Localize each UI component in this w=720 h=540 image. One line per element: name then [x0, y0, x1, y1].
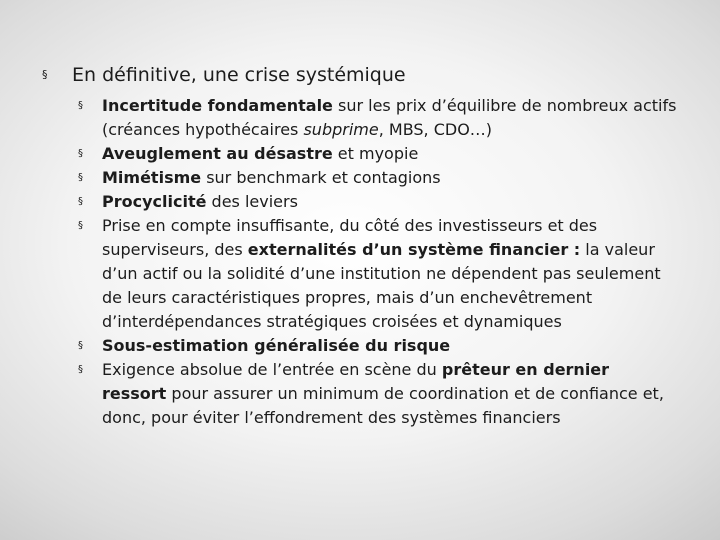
body-text: la valeur d’un actif ou la solidité d’une institution ne dépendent pas seulement de leurs caractéristiques propres, mais d’un enchevêtrement d’interdépendances stratégiques croisées et dynamiques — [102, 240, 661, 331]
italic-text: subprime — [303, 120, 379, 139]
body-text: pour assurer un minimum de coordination et de confiance et, donc, pour éviter l’effondrement des systèmes financiers — [102, 384, 664, 427]
body-text: des leviers — [206, 192, 298, 211]
sub-bullet-item — [78, 214, 678, 334]
bullet-icon: § — [78, 196, 83, 207]
sub-bullet-text — [102, 168, 441, 187]
body-text: sur les prix d’équilibre de nombreux actifs (créances hypothécaires — [102, 96, 677, 139]
sub-bullet-item — [78, 190, 678, 214]
bullet-icon: § — [78, 220, 83, 231]
bullet-icon: § — [78, 364, 83, 375]
sub-bullet-item — [78, 94, 678, 142]
emphasis-text: externalités d’un système financier : — [247, 240, 581, 259]
body-text: et myopie — [332, 144, 419, 163]
sub-bullet-text — [102, 192, 298, 211]
emphasis-text: Incertitude fondamentale — [102, 96, 333, 115]
body-text: Prise en compte insuffisante, du côté des investisseurs et des superviseurs, des — [102, 216, 598, 259]
sub-bullet-text — [102, 336, 450, 355]
emphasis-text: Sous-estimation généralisée du risque — [102, 336, 451, 355]
emphasis-text: Procyclicité — [102, 192, 207, 211]
sub-bullet-item — [78, 358, 678, 430]
sub-bullet-item — [78, 142, 678, 166]
sub-bullet-text — [102, 216, 661, 331]
sub-bullet-text — [102, 360, 664, 427]
sub-bullet-item — [78, 166, 678, 190]
sub-bullet-text — [102, 96, 676, 139]
body-text: sur benchmark et contagions — [201, 168, 441, 187]
main-bullet — [42, 62, 692, 88]
sub-bullet-text — [102, 144, 418, 163]
bullet-icon: § — [78, 100, 83, 111]
main-point-text: En définitive, une crise systémique — [72, 64, 406, 86]
sub-bullet-item — [78, 334, 678, 358]
body-text: Exigence absolue de l’entrée en scène du — [102, 360, 442, 379]
bullet-icon: § — [78, 172, 83, 183]
body-text: , MBS, CDO…) — [378, 120, 493, 139]
bullet-icon: § — [78, 340, 83, 351]
bullet-icon: § — [78, 148, 83, 159]
bullet-icon: § — [42, 68, 48, 81]
emphasis-text: Aveuglement au désastre — [102, 144, 333, 163]
emphasis-text: prêteur en dernier ressort — [102, 360, 610, 403]
sub-bullet-list — [78, 94, 678, 430]
emphasis-text: Mimétisme — [102, 168, 202, 187]
